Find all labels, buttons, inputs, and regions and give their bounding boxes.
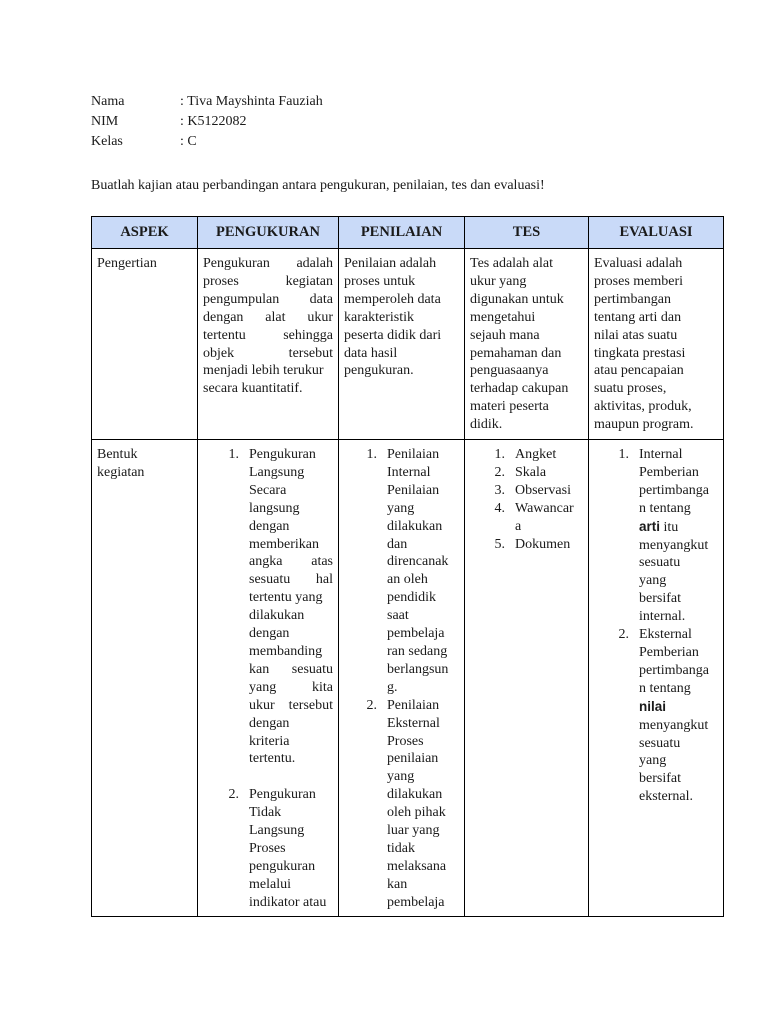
text-line: nilai atas suatu <box>594 327 678 343</box>
info-row-kelas <box>91 132 323 152</box>
text-line: ukur tersebut <box>249 697 333 713</box>
list-item <box>485 482 583 500</box>
list-item <box>485 464 583 482</box>
list-number: 1. <box>228 447 239 462</box>
text-line: dilakukan <box>249 608 305 624</box>
text-line: tingkata prestasi <box>594 345 686 361</box>
text-line: Internal <box>639 447 683 462</box>
text-line: Penilaian <box>387 447 440 462</box>
text-line: proses memberi <box>594 273 684 289</box>
text-line: tertentu sehingga <box>203 327 333 343</box>
text-line: dengan <box>249 626 290 642</box>
text-line: Pengukuran adalah <box>203 256 333 271</box>
text-line: dilakukan <box>387 518 443 534</box>
text-line: sesuatu <box>639 555 681 571</box>
text-line: Proses <box>387 733 424 749</box>
text-line: penilaian <box>387 751 439 767</box>
text-line: ran sedang <box>387 643 448 659</box>
text-line: Penilaian adalah <box>344 256 437 271</box>
kelas-label: Kelas <box>91 134 123 149</box>
text-line: kriteria <box>249 733 290 749</box>
nim-value: : K5122082 <box>180 114 247 129</box>
bold-term: arti <box>639 518 661 534</box>
text-line: Skala <box>515 464 547 480</box>
text-line: tertentu yang <box>249 590 323 606</box>
cell-pengukuran-kegiatan <box>198 440 339 917</box>
text-line: objek tersebut <box>203 345 333 361</box>
text-line: Pengukuran <box>249 447 316 462</box>
text-line <box>639 518 718 537</box>
text-line: suatu proses, <box>594 381 667 397</box>
list-number: 2. <box>494 464 505 480</box>
text-line: dan <box>387 536 408 552</box>
list-item <box>219 446 333 768</box>
cell-penilaian-kegiatan <box>339 440 465 917</box>
text-line: menyangkut <box>639 717 709 733</box>
text-line: pengukuran <box>249 858 316 874</box>
pengukuran-list <box>203 446 333 912</box>
list-spacer <box>219 768 333 786</box>
list-number: 5. <box>494 536 505 552</box>
cell-tes-kegiatan <box>465 440 589 917</box>
text-line: tentang arti dan <box>594 309 682 325</box>
penilaian-list <box>344 446 459 912</box>
list-number: 2. <box>618 627 629 643</box>
text-line: Dokumen <box>515 536 571 552</box>
text-line: ukur yang <box>470 273 527 289</box>
text-line: n tentang <box>639 680 691 696</box>
text-line: n tentang <box>639 500 691 516</box>
text-line: proses kegiatan <box>203 273 333 289</box>
text-line: yang <box>639 573 667 589</box>
comparison-table <box>91 216 724 917</box>
text-line: secara kuantitatif. <box>203 381 303 397</box>
text-fragment: itu <box>660 519 679 535</box>
text-line: Observasi <box>515 482 571 498</box>
text-line: Pemberian <box>639 464 699 480</box>
list-number: 1. <box>618 447 629 462</box>
cell-aspect-bentuk-kegiatan <box>92 440 198 917</box>
text-line: Eksternal <box>639 627 692 643</box>
text-line: Penilaian <box>387 482 440 498</box>
text-line: internal. <box>639 609 686 625</box>
text-line: luar yang <box>387 823 440 839</box>
info-row-nim <box>91 112 323 132</box>
text-line: direncanak <box>387 554 449 570</box>
cell-evaluasi-definition <box>589 249 724 440</box>
text-line: yang kita <box>249 679 333 695</box>
text-line: g. <box>387 679 398 695</box>
text-line: eksternal. <box>639 789 694 805</box>
text-line: sesuatu hal <box>249 572 333 588</box>
text-line: atau pencapaian <box>594 363 684 379</box>
table-header-row <box>92 217 724 249</box>
text-line: yang <box>387 769 415 785</box>
text-line: Langsung <box>249 823 305 839</box>
list-item <box>485 536 583 554</box>
text-line: melalui <box>249 876 291 892</box>
text-line: dengan <box>249 715 290 731</box>
kelas-value: : C <box>180 134 197 149</box>
text-line: pertimbangan <box>594 291 671 307</box>
nama-value: : Tiva Mayshinta Fauziah <box>180 94 323 109</box>
text-line: yang <box>639 753 667 769</box>
text-line: Proses <box>249 841 286 857</box>
nama-label: Nama <box>91 94 125 109</box>
cell-penilaian-definition <box>339 249 465 440</box>
text-line: kan <box>387 876 408 892</box>
list-item <box>609 446 718 626</box>
text-line: data hasil <box>344 345 398 361</box>
text-line: saat <box>387 608 409 624</box>
text-line: digunakan untuk <box>470 291 564 307</box>
text-line: mengetahui <box>470 309 536 325</box>
student-info <box>91 92 323 152</box>
text-line: sejauh mana <box>470 327 540 343</box>
text-line: oleh pihak <box>387 805 446 821</box>
instruction-text: Buatlah kajian atau perbandingan antara pengukuran, penilaian, tes dan evaluasi! <box>91 178 545 193</box>
text-line: Wawancar <box>515 500 574 516</box>
text-line: angka atas <box>249 554 333 570</box>
text-line: menjadi lebih terukur <box>203 363 324 379</box>
text-line: melaksana <box>387 858 447 874</box>
text-line: pertimbanga <box>639 482 709 498</box>
evaluasi-list <box>594 446 718 806</box>
list-item <box>485 500 583 536</box>
text-line: pertimbanga <box>639 662 709 678</box>
tes-list <box>470 446 583 553</box>
text-line: memberikan <box>249 536 319 552</box>
text-line: pengumpulan data <box>203 291 333 307</box>
text-line: Internal <box>387 464 431 480</box>
text-line: penguasaanya <box>470 363 549 379</box>
list-number: 3. <box>494 482 505 498</box>
list-number: 4. <box>494 500 505 516</box>
bold-term: nilai <box>639 698 667 714</box>
text-line: dengan <box>249 518 290 534</box>
text-line: peserta didik dari <box>344 327 442 343</box>
text-line: menyangkut <box>639 537 709 553</box>
nim-label: NIM <box>91 114 119 129</box>
aspect-label: Bentuk <box>97 447 138 462</box>
text-line: karakteristik <box>344 309 414 325</box>
list-number: 1. <box>494 447 505 462</box>
text-line: Eksternal <box>387 715 440 731</box>
text-line: pendidik <box>387 590 436 606</box>
header-pengukuran: PENGUKURAN <box>198 217 339 249</box>
text-line: langsung <box>249 500 300 516</box>
text-line: Angket <box>515 447 557 462</box>
text-line: kan sesuatu <box>249 661 333 677</box>
text-line: aktivitas, produk, <box>594 399 692 415</box>
text-line: Pemberian <box>639 644 699 660</box>
text-line: Penilaian <box>387 697 440 713</box>
text-line: a <box>515 518 522 534</box>
table-row-pengertian <box>92 249 724 440</box>
text-line: Langsung <box>249 464 305 480</box>
text-line: indikator atau <box>249 894 327 910</box>
text-line: terhadap cakupan <box>470 381 569 397</box>
aspect-label: kegiatan <box>97 464 145 480</box>
text-line: proses untuk <box>344 273 416 289</box>
list-number: 1. <box>366 447 377 462</box>
text-line: dengan alat ukur <box>203 309 333 325</box>
list-item <box>360 697 459 912</box>
text-line: pembelaja <box>387 626 445 642</box>
info-row-nama <box>91 92 323 112</box>
text-line: Evaluasi adalah <box>594 256 683 271</box>
list-item <box>485 446 583 464</box>
text-line: pengukuran. <box>344 363 414 379</box>
text-line: memperoleh data <box>344 291 441 307</box>
list-item <box>609 626 718 806</box>
text-line: materi peserta <box>470 399 549 415</box>
header-evaluasi: EVALUASI <box>589 217 724 249</box>
text-line: membanding <box>249 643 323 659</box>
cell-aspect-pengertian <box>92 249 198 440</box>
text-line: didik. <box>470 417 503 433</box>
text-line: Secara <box>249 482 287 498</box>
text-line: an oleh <box>387 572 428 588</box>
list-number: 2. <box>366 697 377 713</box>
text-line: Tes adalah alat <box>470 256 553 271</box>
text-line: sesuatu <box>639 735 681 751</box>
aspect-label: Pengertian <box>97 256 157 271</box>
cell-evaluasi-kegiatan <box>589 440 724 917</box>
cell-tes-definition <box>465 249 589 440</box>
text-line: tidak <box>387 840 415 856</box>
cell-pengukuran-definition <box>198 249 339 440</box>
text-line: Pengukuran <box>249 787 316 803</box>
header-penilaian: PENILAIAN <box>339 217 465 249</box>
list-item <box>219 786 333 911</box>
text-line: yang <box>387 500 415 516</box>
text-line: Tidak <box>249 805 282 821</box>
list-number: 2. <box>228 787 239 803</box>
text-line: pemahaman dan <box>470 345 562 361</box>
text-line: bersifat <box>639 591 681 607</box>
text-line: tertentu. <box>249 751 296 767</box>
text-line: maupun program. <box>594 417 694 433</box>
text-line: pembelaja <box>387 894 445 910</box>
text-line: bersifat <box>639 771 681 787</box>
text-line: berlangsun <box>387 661 449 677</box>
header-tes: TES <box>465 217 589 249</box>
text-line <box>639 698 718 717</box>
text-line: dilakukan <box>387 787 443 803</box>
table-row-bentuk-kegiatan <box>92 440 724 917</box>
header-aspek: ASPEK <box>92 217 198 249</box>
list-item <box>360 446 459 697</box>
